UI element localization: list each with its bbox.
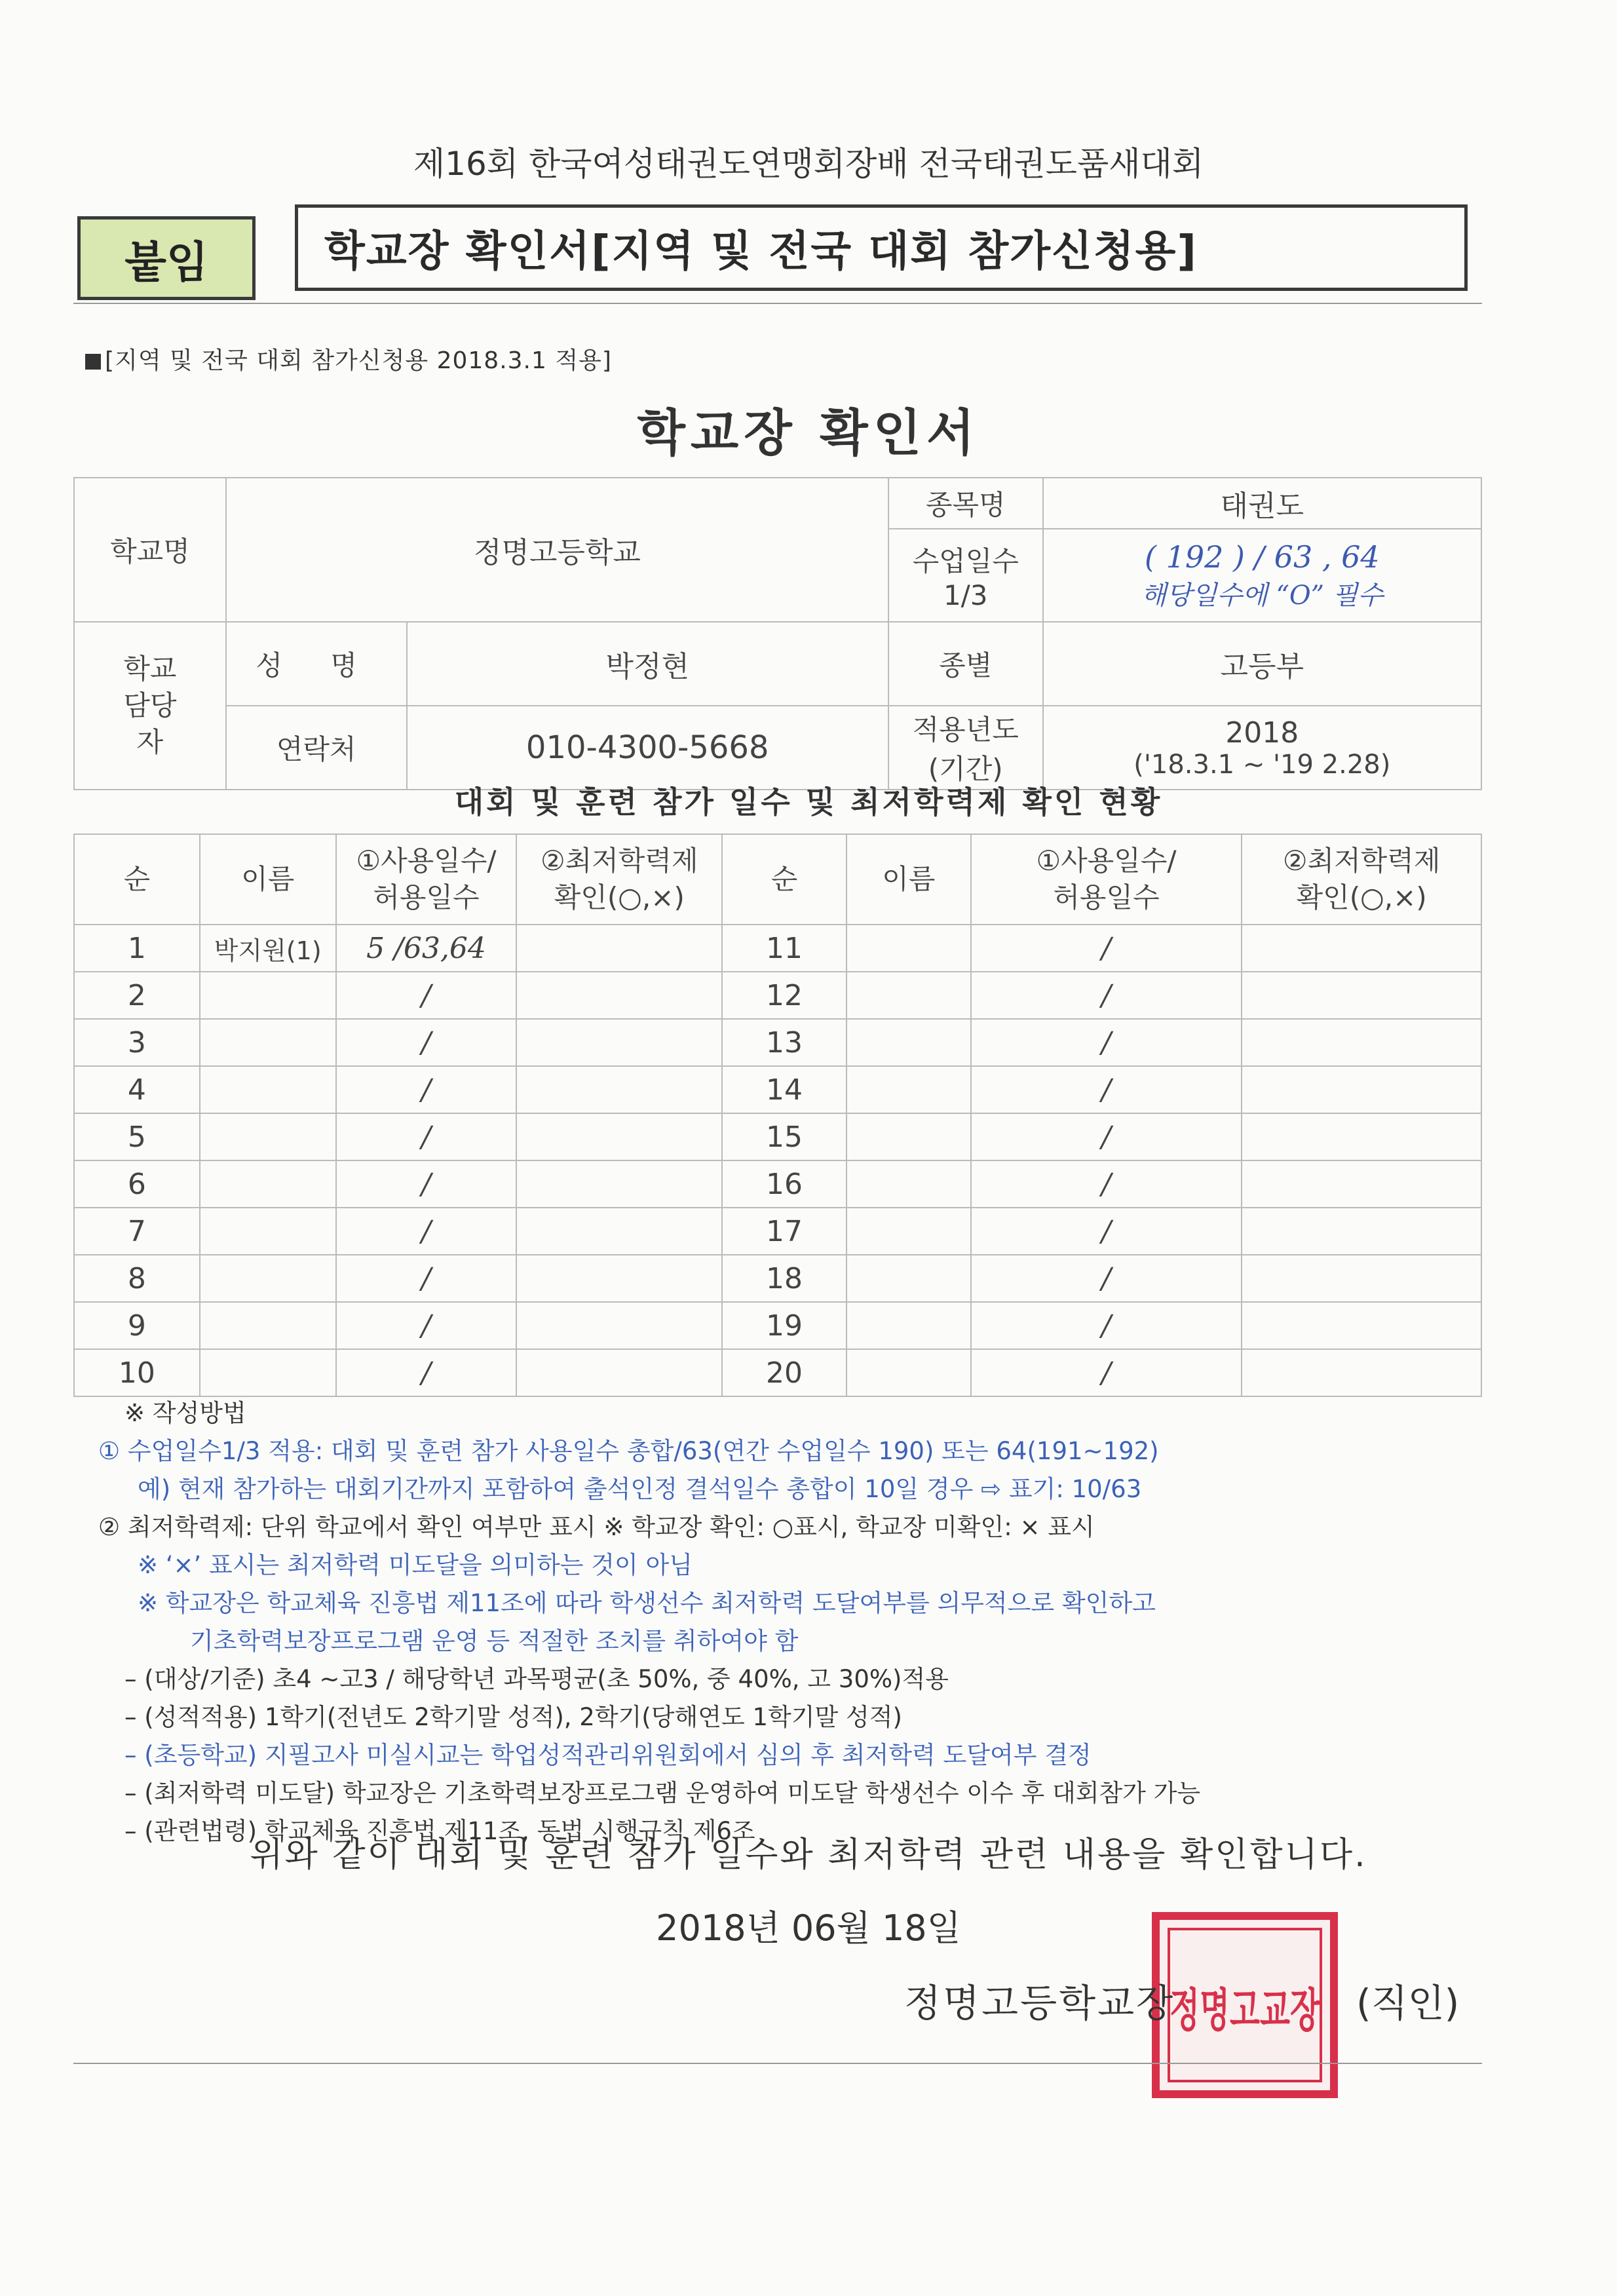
note-line: ※ 학교장은 학교체육 진흥법 제11조에 따라 학생선수 최저학력 도달여부를 의무적으로 확인하고 — [138, 1589, 1156, 1617]
year-sub: (기간) — [928, 753, 1003, 785]
row-days: / — [336, 1019, 517, 1066]
table-row — [74, 1255, 1481, 1302]
note-line: ※ ‘×’ 표시는 최저학력 미도달을 의미하는 것이 아님 — [138, 1551, 693, 1579]
row-no: 17 — [722, 1208, 847, 1255]
row-days: / — [336, 1255, 517, 1302]
row-min — [516, 1019, 722, 1066]
contact-label-text: 학교 담당자 — [123, 653, 177, 758]
col-no: 순 — [74, 834, 200, 925]
row-days: 5 /63,64 — [336, 925, 517, 972]
row-name — [847, 1066, 971, 1113]
row-days: / — [971, 1066, 1242, 1113]
row-no: 16 — [722, 1160, 847, 1208]
row-min — [1242, 1066, 1481, 1113]
row-min — [1242, 972, 1481, 1019]
row-name — [847, 1302, 971, 1349]
col-min-line1: ②최저학력제 — [541, 845, 698, 877]
days-sub: 1/3 — [943, 579, 988, 611]
days-label: 수업일수 — [912, 545, 1019, 577]
row-min — [516, 1066, 722, 1113]
row-no: 13 — [722, 1019, 847, 1066]
row-name — [200, 1019, 336, 1066]
row-min — [1242, 1019, 1481, 1066]
form-note — [85, 342, 612, 375]
row-min — [516, 1208, 722, 1255]
row-no: 18 — [722, 1255, 847, 1302]
col-min-right-line1: ②최저학력제 — [1282, 845, 1441, 877]
row-name — [200, 972, 336, 1019]
note-line: – (성적적용) 1학기(전년도 2학기말 성적), 2학기(당해연도 1학기말 성적) — [124, 1703, 902, 1731]
confirmation-statement: 위와 같이 대회 및 훈련 참가 일수와 최저학력 관련 내용을 확인합니다. — [250, 1835, 1367, 1875]
event-label: 종목명 — [888, 478, 1043, 529]
col-days-line1: ①사용일수/ — [356, 845, 497, 877]
row-days: / — [971, 1019, 1242, 1066]
row-min — [516, 972, 722, 1019]
phone-value: 010-4300-5668 — [407, 706, 888, 790]
row-name — [200, 1208, 336, 1255]
row-no: 8 — [74, 1255, 200, 1302]
row-min — [1242, 1302, 1481, 1349]
table-row — [74, 925, 1481, 972]
year-cell — [1043, 706, 1481, 790]
row-days: / — [971, 1113, 1242, 1160]
row-min — [516, 925, 722, 972]
row-no: 2 — [74, 972, 200, 1019]
table-row — [74, 1066, 1481, 1113]
row-no: 20 — [722, 1349, 847, 1396]
division-value: 고등부 — [1043, 622, 1481, 706]
banner-title: 학교장 확인서[지역 및 전국 대회 참가신청용] — [295, 204, 1468, 291]
row-no: 11 — [722, 925, 847, 972]
col-days-right-line1: ①사용일수/ — [1036, 845, 1177, 877]
row-days: / — [336, 972, 517, 1019]
row-days: / — [336, 1113, 517, 1160]
row-min — [1242, 1113, 1481, 1160]
days-value: ( 192 ) / 63 , 64 — [1145, 539, 1380, 575]
issue-date: 2018년 06월 18일 — [656, 1907, 961, 1949]
row-no: 15 — [722, 1113, 847, 1160]
name-label: 성 명 — [226, 622, 407, 706]
row-name — [200, 1302, 336, 1349]
row-no: 4 — [74, 1066, 200, 1113]
row-min — [516, 1113, 722, 1160]
table-row — [74, 1160, 1481, 1208]
note-line: – (최저학력 미도달) 학교장은 기초학력보장프로그램 운영하여 미도달 학생선수 이수 후 대회참가 가능 — [124, 1779, 1201, 1807]
row-min — [516, 1160, 722, 1208]
table-row — [74, 1349, 1481, 1396]
row-no: 5 — [74, 1113, 200, 1160]
note-line: – (초등학교) 지필고사 미실시교는 학업성적관리위원회에서 심의 후 최저학력 도달여부 결정 — [124, 1741, 1092, 1769]
row-min — [1242, 1349, 1481, 1396]
row-name — [200, 1349, 336, 1396]
days-label-cell — [888, 529, 1043, 622]
note-line: ① 수업일수1/3 적용: 대회 및 훈련 참가 사용일수 총합/63(연간 수업일수 190) 또는 64(191~192) — [98, 1437, 1159, 1465]
row-no: 14 — [722, 1066, 847, 1113]
table-row — [74, 1019, 1481, 1066]
days-cell — [1043, 529, 1481, 622]
col-days-right — [971, 834, 1242, 925]
row-name — [200, 1066, 336, 1113]
col-days-right-line2: 허용일수 — [1053, 881, 1160, 913]
row-days: / — [336, 1208, 517, 1255]
row-days: / — [971, 972, 1242, 1019]
event-value: 태권도 — [1043, 478, 1481, 529]
days-note: 해당일수에 “O” 필수 — [1141, 580, 1384, 611]
row-days: / — [971, 1255, 1242, 1302]
row-min — [516, 1255, 722, 1302]
row-no: 7 — [74, 1208, 200, 1255]
phone-label: 연락처 — [226, 706, 407, 790]
table-row — [74, 1113, 1481, 1160]
row-name — [200, 1113, 336, 1160]
note-line: – (관련법령) 학교체육 진흥법 제11조, 동법 시행규칙 제6조 — [124, 1817, 755, 1845]
instructions — [98, 1394, 1507, 1850]
row-min — [1242, 1160, 1481, 1208]
school-label: 학교명 — [74, 478, 226, 622]
col-days — [336, 834, 517, 925]
col-min-line2: 확인(○,×) — [554, 881, 685, 913]
principal-name: 정명고등학교장 — [904, 1981, 1175, 2025]
row-no: 1 — [74, 925, 200, 972]
row-name — [847, 1160, 971, 1208]
school-name: 정명고등학교 — [226, 478, 888, 622]
note-line: 기초학력보장프로그램 운영 등 적절한 조치를 취하여야 함 — [190, 1627, 799, 1655]
col-name: 이름 — [200, 834, 336, 925]
row-name — [200, 1160, 336, 1208]
name-value: 박정현 — [407, 622, 888, 706]
row-name — [847, 1113, 971, 1160]
row-name — [847, 1349, 971, 1396]
divider — [73, 303, 1482, 304]
note-line: 예) 현재 참가하는 대회기간까지 포함하여 출석인정 결석일수 총합이 10일 경우 ⇨ 표기: 10/63 — [138, 1475, 1142, 1503]
row-no: 10 — [74, 1349, 200, 1396]
document-title: 학교장 확인서 — [637, 404, 980, 462]
col-min — [516, 834, 722, 925]
row-min — [516, 1302, 722, 1349]
division-label: 종별 — [888, 622, 1043, 706]
note-heading: ※ 작성방법 — [124, 1399, 246, 1427]
row-days: / — [971, 925, 1242, 972]
col-name-right: 이름 — [847, 834, 971, 925]
form-note-text: [지역 및 전국 대회 참가신청용 2018.3.1 적용] — [105, 347, 612, 374]
table-row — [74, 1302, 1481, 1349]
row-name — [847, 1255, 971, 1302]
bottom-divider — [73, 2063, 1482, 2064]
col-no-right: 순 — [722, 834, 847, 925]
note-line: – (대상/기준) 초4 ~고3 / 해당학년 과목평균(초 50%, 중 40%, 고 30%)적용 — [124, 1665, 949, 1693]
row-days: / — [336, 1302, 517, 1349]
row-no: 9 — [74, 1302, 200, 1349]
attachment-badge: 붙임 — [77, 216, 256, 300]
row-no: 6 — [74, 1160, 200, 1208]
row-days: / — [971, 1160, 1242, 1208]
row-name — [847, 1019, 971, 1066]
col-days-line2: 허용일수 — [373, 881, 480, 913]
row-name: 박지원(1) — [200, 925, 336, 972]
col-min-right — [1242, 834, 1481, 925]
participation-table — [73, 833, 1482, 1397]
row-min — [1242, 1255, 1481, 1302]
official-seal-icon — [1147, 1907, 1343, 2103]
row-no: 19 — [722, 1302, 847, 1349]
row-days: / — [336, 1066, 517, 1113]
row-name — [200, 1255, 336, 1302]
year-label: 적용년도 — [912, 714, 1019, 746]
event-title: 제16회 한국여성태권도연맹회장배 전국태권도품새대회 — [413, 145, 1204, 183]
row-days: / — [971, 1208, 1242, 1255]
row-no: 3 — [74, 1019, 200, 1066]
info-table — [73, 477, 1482, 790]
row-name — [847, 1208, 971, 1255]
row-name — [847, 925, 971, 972]
row-days: / — [336, 1349, 517, 1396]
period-value: ('18.3.1 ~ '19 2.28) — [1133, 749, 1391, 780]
seal-text: 정명고교장 — [1170, 1983, 1321, 2037]
table-row — [74, 1208, 1481, 1255]
table-row — [74, 972, 1481, 1019]
year-value: 2018 — [1225, 716, 1299, 750]
contact-label — [74, 622, 226, 790]
row-min — [1242, 1208, 1481, 1255]
row-days: / — [971, 1302, 1242, 1349]
row-no: 12 — [722, 972, 847, 1019]
row-days: / — [971, 1349, 1242, 1396]
row-name — [847, 972, 971, 1019]
row-min — [516, 1349, 722, 1396]
year-label-cell — [888, 706, 1043, 790]
section-title: 대회 및 훈련 참가 일수 및 최저학력제 확인 현황 — [454, 784, 1163, 820]
note-line: ② 최저학력제: 단위 학교에서 확인 여부만 표시 ※ 학교장 확인: ○표시, 학교장 미확인: × 표시 — [98, 1513, 1095, 1541]
seal-label: (직인) — [1356, 1981, 1460, 2025]
col-min-right-line2: 확인(○,×) — [1296, 881, 1427, 913]
square-bullet-icon — [85, 354, 101, 370]
row-days: / — [336, 1160, 517, 1208]
row-min — [1242, 925, 1481, 972]
